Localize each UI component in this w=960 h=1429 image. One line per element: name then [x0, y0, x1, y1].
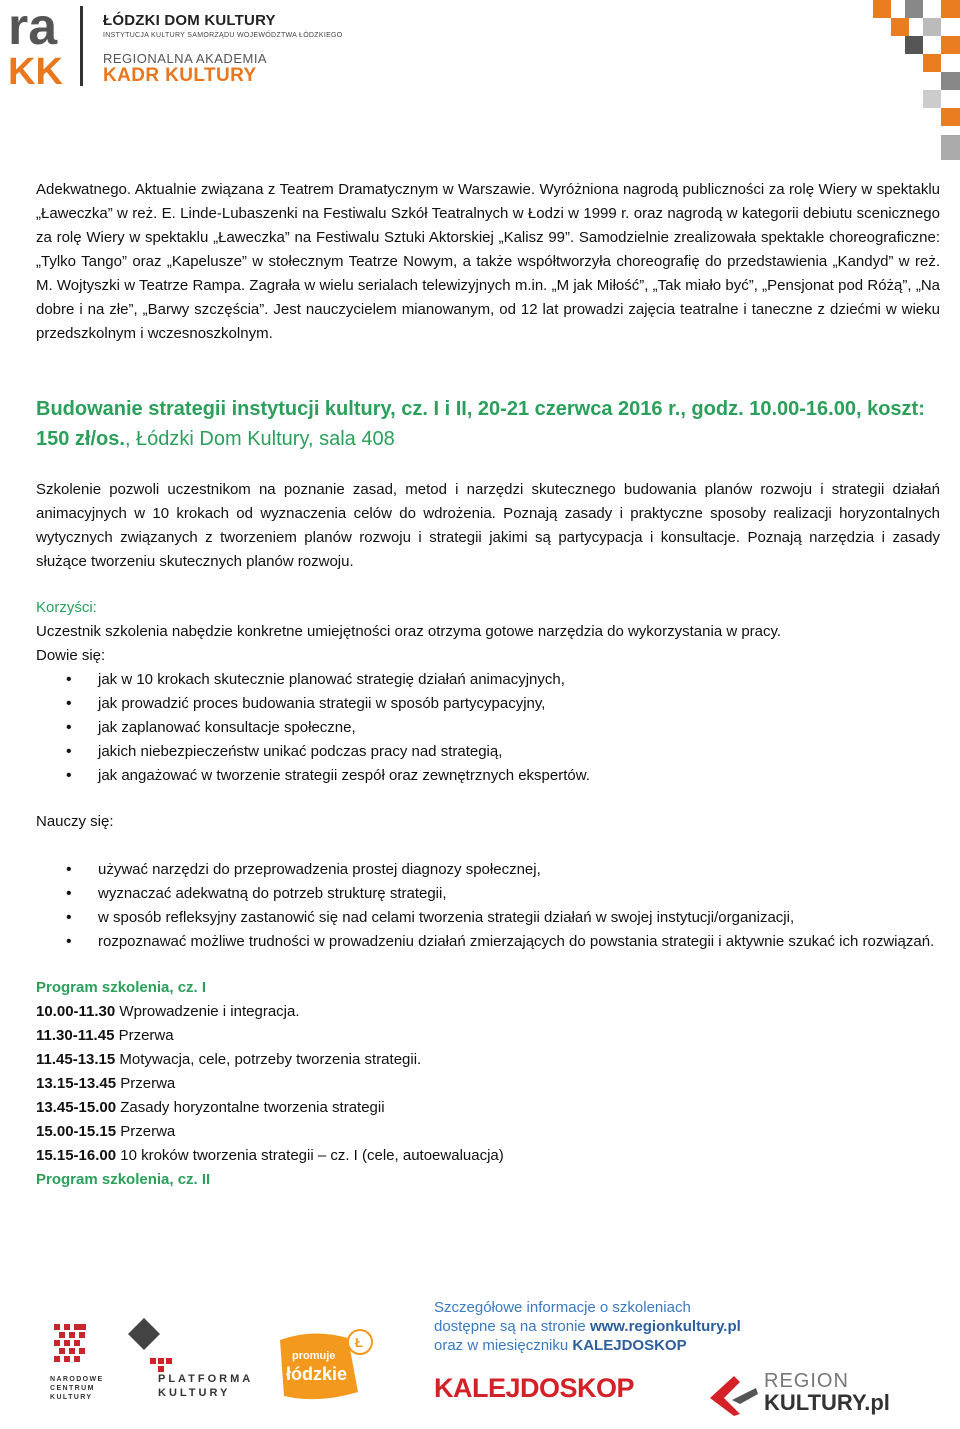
program-text: 10 kroków tworzenia strategii – cz. I (cele, autoewaluacja): [116, 1147, 504, 1164]
program-text: Zasady horyzontalne tworzenia strategii: [116, 1099, 385, 1116]
platforma-line1: PLATFORMA: [158, 1373, 254, 1385]
list-item: • jak prowadzić proces budowania strategii w sposób partycypacyjny,: [98, 692, 940, 716]
ldk-subtitle: INSTYTUCJA KULTURY SAMORZĄDU WOJEWÓDZTWA ŁÓDZKIEGO: [103, 32, 343, 39]
program1-list: [36, 1000, 940, 1168]
program-row: [36, 1024, 940, 1048]
region-arrow-icon: [706, 1370, 762, 1416]
svg-text:Ł: Ł: [355, 1335, 363, 1350]
platforma-line2: KULTURY: [158, 1387, 231, 1399]
course-description: Szkolenie pozwoli uczestnikom na poznanie zasad, metod i narzędzi skutecznego budowania planów rozwoju i strategii działań animacyjnych w 10 krokach od wyznaczenia celów do wdrożenia. Poznają zasady i praktyczne sposoby realizacji horyzontalnych wytycznych związanych z tworzeniem planów rozwoju i strategii jakimi są partycypacja i konsultacje. Poznają narzędzia i zasady służące tworzeniu skutecznych planów rozwoju.: [36, 481, 940, 570]
logo-kk-text: KK: [8, 52, 63, 86]
magazine-name: KALEJDOSKOP: [572, 1337, 687, 1354]
platforma-text: [158, 1372, 253, 1400]
learn-heading: Dowie się:: [36, 647, 106, 664]
list-item: • jak w 10 krokach skutecznie planować strategię działań animacyjnych,: [98, 668, 940, 692]
program-row: [36, 1144, 940, 1168]
program-row: [36, 1096, 940, 1120]
list-item: • w sposób refleksyjny zastanowić się nad celami tworzenia strategii działań w swojej instytucji/organizacji,: [98, 906, 940, 930]
promo-line2: łódzkie: [286, 1364, 348, 1384]
teach-list: [98, 858, 940, 954]
program-time: 15.00-15.15: [36, 1123, 117, 1140]
program-row: [36, 1120, 940, 1144]
list-item: • jak angażować w tworzenie strategii zespół oraz zewnętrznych ekspertów.: [98, 764, 940, 788]
kalejdoskop-text: KALEJDOSKOP: [434, 1373, 635, 1403]
program-row: [36, 1000, 940, 1024]
list-item: • używać narzędzi do przeprowadzenia prostej diagnozy społecznej,: [98, 858, 940, 882]
course-title-bold: Budowanie strategii instytucji kultury, cz. I i II, 20-21 czerwca 2016 r., godz. 10.00-16.00, koszt: 150 zł/os.: [36, 398, 925, 450]
list-item: • jak zaplanować konsultacje społeczne,: [98, 716, 940, 740]
logo-divider: [80, 6, 83, 86]
program1-heading: Program szkolenia, cz. I: [36, 979, 207, 996]
course-title: [36, 394, 940, 454]
program-time: 13.15-13.45: [36, 1075, 117, 1092]
program-time: 11.30-11.45: [36, 1027, 115, 1044]
rak-line1: REGIONALNA AKADEMIA: [103, 51, 268, 66]
kultury-pl-text: KULTURY.pl: [764, 1390, 890, 1415]
info-line2: [434, 1317, 741, 1336]
list-item: • wyznaczać adekwatną do potrzeb strukturę strategii,: [98, 882, 940, 906]
info-line3-text: oraz w miesięczniku: [434, 1337, 573, 1354]
info-line1: Szczegółowe informacje o szkoleniach: [434, 1299, 691, 1316]
rak-line2: KADR KULTURY: [103, 65, 257, 86]
page-footer: [0, 1290, 960, 1429]
benefits-heading: Korzyści:: [36, 599, 97, 616]
learn-list: [98, 668, 940, 788]
program-row: [36, 1072, 940, 1096]
info-line2-text: dostępne są na stronie: [434, 1318, 590, 1335]
region-text: REGION: [764, 1370, 849, 1392]
platforma-diamond-icon: [128, 1318, 176, 1374]
teach-heading: Nauczy się:: [36, 813, 114, 830]
list-item: • jakich niebezpieczeństw unikać podczas pracy nad strategią,: [98, 740, 940, 764]
promuje-lodzkie-logo: [272, 1320, 380, 1410]
nck-text: NARODOWE CENTRUM KULTURY: [50, 1376, 104, 1401]
list-item: • rozpoznawać możliwe trudności w prowadzeniu działań zmierzających do powstania strategii i aktywnie szukać ich rozwiązań.: [98, 930, 940, 954]
nck-emblem-icon: [50, 1320, 90, 1366]
rak-logo-icon: [8, 4, 74, 50]
kalejdoskop-logo: [434, 1373, 634, 1407]
program-text: Przerwa: [116, 1123, 176, 1140]
program-time: 13.45-15.00: [36, 1099, 117, 1116]
info-block: [434, 1298, 741, 1355]
program-row: [36, 1048, 940, 1072]
program-text: Przerwa: [114, 1027, 174, 1044]
course-title-location: , Łódzki Dom Kultury, sala 408: [124, 428, 395, 450]
region-kultury-logo: [706, 1370, 890, 1418]
bio-paragraph: Adekwatnego. Aktualnie związana z Teatrem Dramatycznym w Warszawie. Wyróżniona nagrodą publiczności za rolę Wiery w spektaklu „Ławeczka” w reż. E. Linde-Lubaszenki na Festiwalu Szkół Teatralnych w Łodzi w 1999 r. oraz nagrodą w kategorii debiutu scenicznego za rolę Wiery w spektaklu „Ławeczka” na Festiwalu Sztuki Aktorskiej „Kalisz 99”. Samodzielnie zrealizowała spektakle choreograficzne: „Tylko Tango” oraz „Kapelusze” w stołecznym Teatrze Nowym, a także współtworzyła choreografię do przedstawienia „Kandyd” w reż. M. Wojtyszki w Teatrze Rampa. Zagrała w wielu serialach telewizyjnych m.in. „M jak Miłość”, „Tak miało być”, „Pensjonat pod Różą”, „Na dobre i na złe”, „Barwy szczęścia”. Jest nauczycielem mianowanym, od 12 lat prowadzi zajęcia teatralne i taneczne z dziećmi w wieku przedszkolnym i wczesnoszkolnym.: [36, 181, 940, 342]
info-line3: [434, 1336, 741, 1355]
program-time: 10.00-11.30: [36, 1003, 116, 1020]
main-content: [36, 178, 940, 1192]
promo-line1: promuje: [292, 1350, 336, 1362]
program-text: Motywacja, cele, potrzeby tworzenia strategii.: [115, 1051, 422, 1068]
program2-heading: Program szkolenia, cz. II: [36, 1171, 211, 1188]
ldk-title: ŁÓDZKI DOM KULTURY: [103, 12, 276, 29]
decorative-squares-icon: [845, 0, 960, 160]
kk-logo-icon: [8, 52, 74, 86]
program-text: Wprowadzenie i integracja.: [115, 1003, 300, 1020]
program-time: 15.15-16.00: [36, 1147, 117, 1164]
platforma-kultury-logo: [128, 1318, 254, 1399]
program-text: Przerwa: [116, 1075, 176, 1092]
logo-ra-text: ra: [8, 4, 58, 50]
program-time: 11.45-13.15: [36, 1051, 116, 1068]
website-link[interactable]: www.regionkultury.pl: [589, 1318, 741, 1335]
page-header: [0, 0, 960, 150]
benefits-intro: Uczestnik szkolenia nabędzie konkretne umiejętności oraz otrzyma gotowe narzędzia do wykorzystania w pracy.: [36, 623, 782, 640]
nck-logo: [50, 1320, 110, 1402]
